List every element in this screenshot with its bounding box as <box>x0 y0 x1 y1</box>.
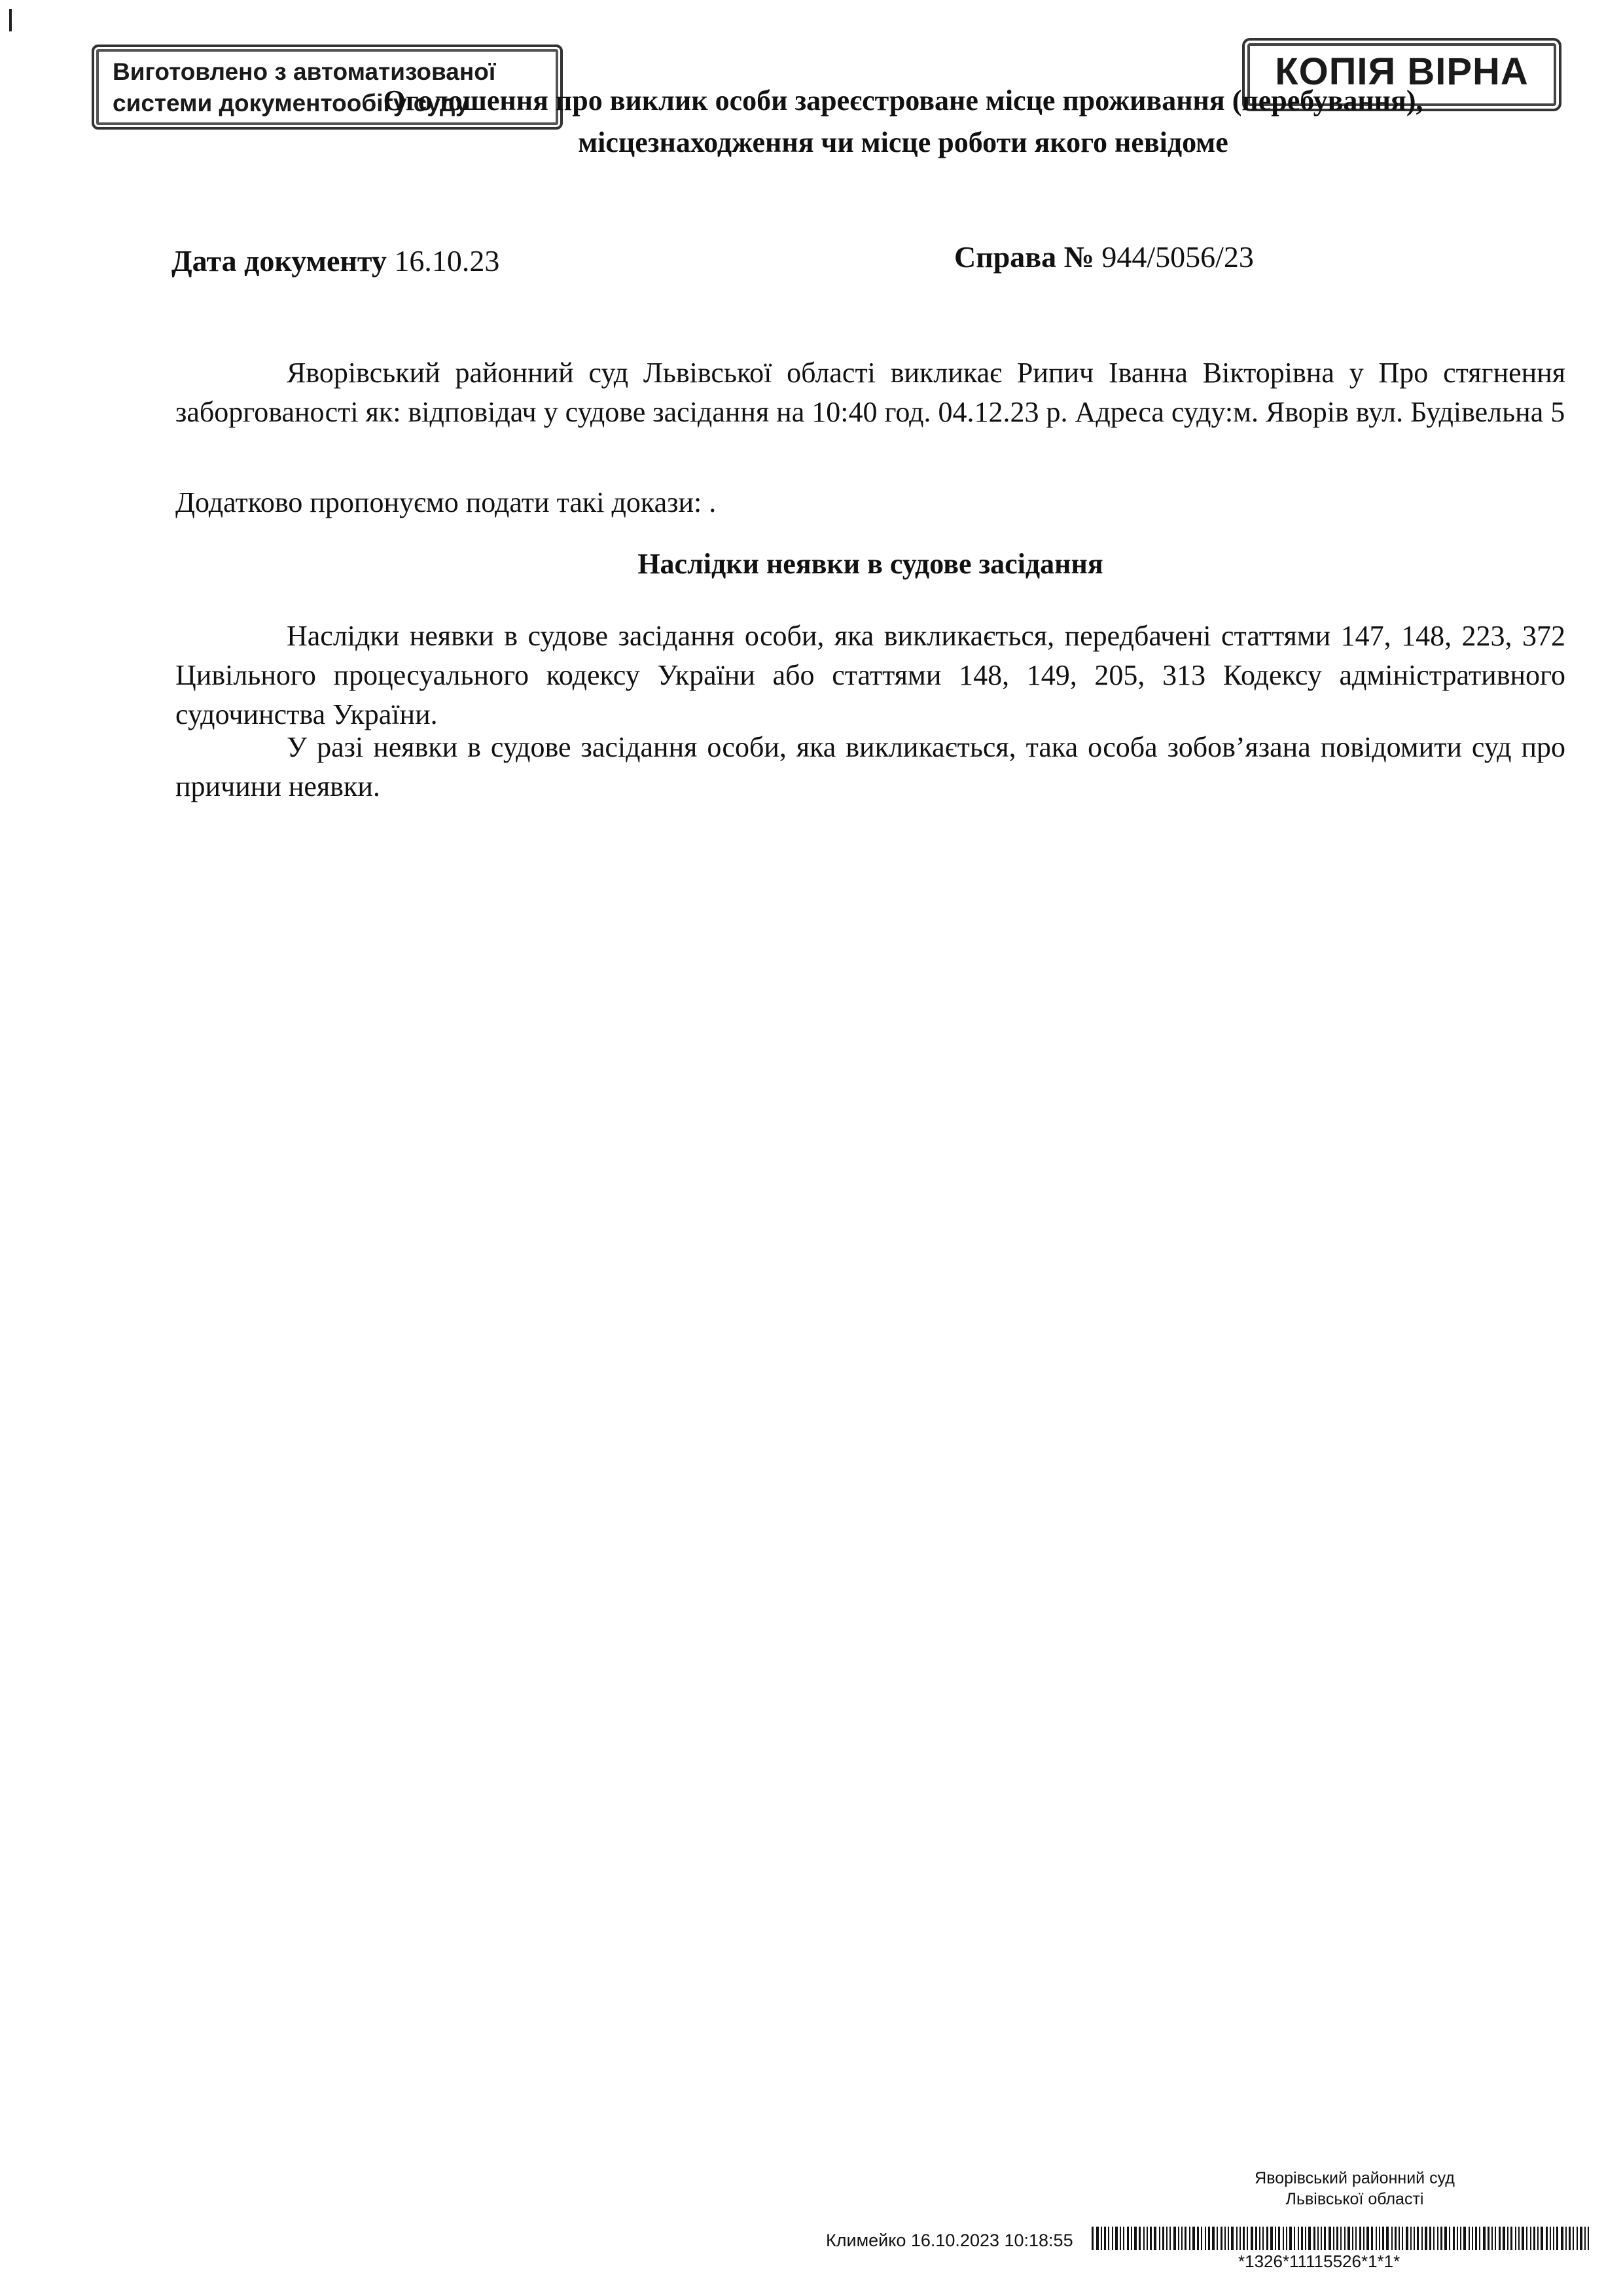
court-footer <box>1217 2168 1492 2210</box>
document-title <box>281 80 1525 164</box>
case-number-value: 944/5056/23 <box>1101 240 1254 274</box>
certified-copy-stamp: КОПІЯ ВІРНА <box>1242 38 1561 111</box>
document-date <box>171 243 499 278</box>
case-number-label: Справа № <box>954 240 1094 274</box>
case-number <box>954 240 1254 274</box>
barcode-number: *1326*11115526*1*1* <box>1238 2251 1400 2271</box>
document-date-label: Дата документу <box>171 244 387 278</box>
consequences-paragraph: Наслідки неявки в судове засідання особи, яка викликається, передбачені статтями 147, 148, 223, 372 Цивільного процесуального кодексу України або статтями 148, 149, 205, 313 Кодексу адміністративного судочинства України. <box>175 620 1565 730</box>
summons-paragraph: Яворівський районний суд Львівської області викликає Рипич Іванна Вікторівна у Про стягнення заборгованості як: відповідач у судове засідання на 10:40 год. 04.12.23 р. Адреса суду:м. Яворів вул. Будівельна 5 <box>175 357 1565 428</box>
title-line2: місцезнаходження чи місце роботи якого невідоме <box>578 126 1228 158</box>
title-line1: Оголошення про виклик особи зареєстроване місце проживання (перебування), <box>383 84 1423 117</box>
evidence-paragraph: Додатково пропонуємо подати такі докази: . <box>175 486 717 518</box>
auto-system-stamp-line1: Виготовлено з автоматизованої <box>113 58 496 85</box>
court-footer-line1: Яворівський районний суд <box>1255 2169 1455 2187</box>
court-footer-line2: Львівської області <box>1285 2190 1424 2208</box>
consequences-heading: Наслідки неявки в судове засідання <box>637 548 1103 580</box>
scan-corner-mark <box>9 9 12 31</box>
signer-timestamp: Климейко 16.10.2023 10:18:55 <box>826 2231 1073 2250</box>
auto-system-stamp-line2: системи документообігу суду <box>113 90 469 117</box>
document-date-value: 16.10.23 <box>394 244 500 278</box>
barcode-image <box>1092 2227 1590 2250</box>
obligation-paragraph: У разі неявки в судове засідання особи, яка викликається, така особа зобов’язана повідомити суд про причини неявки. <box>175 731 1565 802</box>
